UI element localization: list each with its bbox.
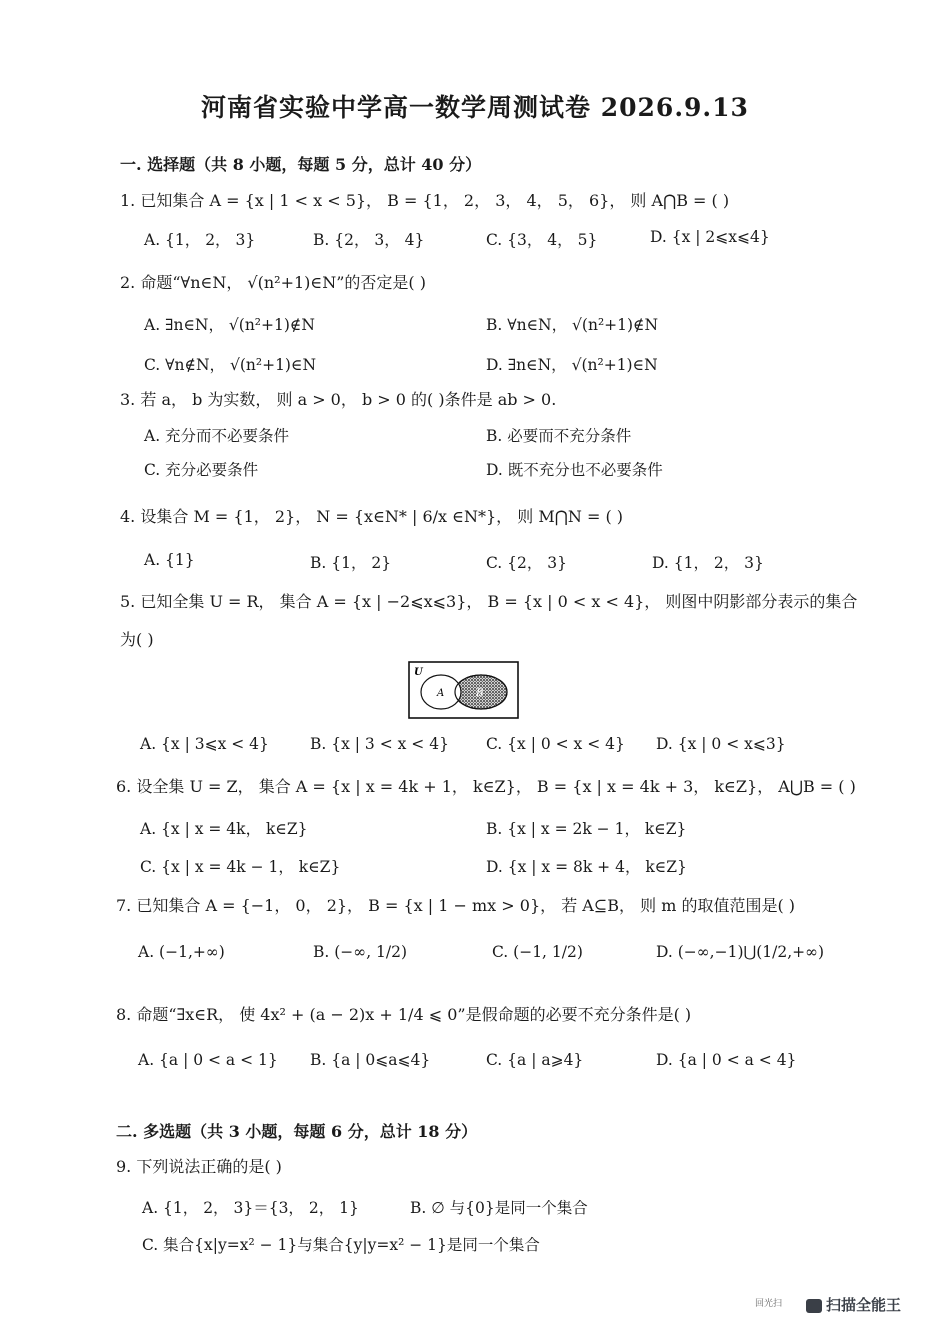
question-5-option-b: B. {x | 3 < x < 4} <box>310 735 449 753</box>
question-8-option-c: C. {a | a⩾4} <box>486 1051 584 1069</box>
question-1-option-b: B. {2， 3， 4} <box>313 231 425 249</box>
venn-label-a: A <box>437 688 445 699</box>
question-4-stem: 4. 设集合 M = {1， 2}， N = {x∈N* | 6/x ∈N*}， 则 M⋂N = ( ) <box>120 507 624 526</box>
exam-title: 河南省实验中学高一数学周测试卷 2026.9.13 <box>201 93 749 122</box>
question-5-option-a: A. {x | 3⩽x < 4} <box>140 735 269 753</box>
question-3-option-a: A. 充分而不必要条件 <box>144 427 290 445</box>
question-6-option-d: D. {x | x = 8k + 4， k∈Z} <box>486 858 687 876</box>
question-6-option-c: C. {x | x = 4k − 1， k∈Z} <box>140 858 341 876</box>
question-6-option-a: A. {x | x = 4k， k∈Z} <box>140 820 308 838</box>
question-9-option-a: A. {1， 2， 3}＝{3， 2， 1} <box>142 1199 359 1217</box>
question-3-option-b: B. 必要而不充分条件 <box>486 427 632 445</box>
venn-label-u: U <box>414 667 423 678</box>
question-1-stem: 1. 已知集合 A = {x | 1 < x < 5}， B = {1， 2， 3， 4， 5， 6}， 则 A⋂B = ( ) <box>120 191 730 210</box>
question-7-option-d: D. (−∞,−1)⋃(1/2,+∞) <box>656 943 825 961</box>
question-2-option-c: C. ∀n∉N， √(n²+1)∈N <box>144 356 317 374</box>
scanner-watermark-text: 回光扫 <box>755 1299 783 1309</box>
question-2-option-b: B. ∀n∈N， √(n²+1)∉N <box>486 316 659 334</box>
question-1-option-d: D. {x | 2⩽x⩽4} <box>650 228 770 246</box>
question-7-option-a: A. (−1,+∞) <box>138 943 225 961</box>
question-7-option-c: C. (−1, 1/2) <box>492 943 583 961</box>
question-1-option-a: A. {1， 2， 3} <box>144 231 256 249</box>
question-8-stem: 8. 命题“∃x∈R， 使 4x² + (a − 2)x + 1/4 ⩽ 0”是假命题的必要不充分条件是( ) <box>116 1005 692 1024</box>
question-3-option-c: C. 充分必要条件 <box>144 461 259 479</box>
question-3-option-d: D. 既不充分也不必要条件 <box>486 461 663 479</box>
venn-diagram <box>408 661 519 719</box>
question-4-option-a: A. {1} <box>144 551 195 569</box>
section-one-heading: 一. 选择题（共 8 小题，每题 5 分，总计 40 分） <box>120 155 482 174</box>
question-2-option-d: D. ∃n∈N， √(n²+1)∈N <box>486 356 658 374</box>
scanner-logo-text: 扫描全能王 <box>826 1296 902 1314</box>
question-1-option-c: C. {3， 4， 5} <box>486 231 598 249</box>
question-2-stem: 2. 命题“∀n∈N， √(n²+1)∈N”的否定是( ) <box>120 273 427 292</box>
question-5-option-c: C. {x | 0 < x < 4} <box>486 735 625 753</box>
question-5-option-d: D. {x | 0 < x⩽3} <box>656 735 786 753</box>
question-3-stem: 3. 若 a， b 为实数， 则 a > 0， b > 0 的( )条件是 ab > 0. <box>120 390 557 409</box>
question-5-stem-continued: 为( ) <box>120 630 154 649</box>
question-8-option-d: D. {a | 0 < a < 4} <box>656 1051 797 1069</box>
question-6-option-b: B. {x | x = 2k − 1， k∈Z} <box>486 820 687 838</box>
question-7-option-b: B. (−∞, 1/2) <box>313 943 408 961</box>
question-4-option-b: B. {1， 2} <box>310 554 392 572</box>
scanner-logo <box>806 1294 946 1316</box>
question-9-option-c: C. 集合{x|y=x² − 1}与集合{y|y=x² − 1}是同一个集合 <box>142 1236 540 1254</box>
question-6-stem: 6. 设全集 U = Z， 集合 A = {x | x = 4k + 1， k∈Z}， B = {x | x = 4k + 3， k∈Z}， A⋃B = ( ) <box>116 777 856 796</box>
question-9-stem: 9. 下列说法正确的是( ) <box>116 1157 282 1176</box>
question-8-option-a: A. {a | 0 < a < 1} <box>138 1051 278 1069</box>
scanner-logo-icon <box>806 1299 822 1313</box>
question-4-option-c: C. {2， 3} <box>486 554 568 572</box>
question-9-option-b: B. ∅ 与{0}是同一个集合 <box>410 1199 588 1217</box>
question-5-stem: 5. 已知全集 U = R， 集合 A = {x | −2⩽x⩽3}， B = {x | 0 < x < 4}， 则图中阴影部分表示的集合 <box>120 592 858 611</box>
venn-label-b: B <box>476 688 484 699</box>
question-7-stem: 7. 已知集合 A = {−1， 0， 2}， B = {x | 1 − mx > 0}， 若 A⊆B， 则 m 的取值范围是( ) <box>116 896 796 915</box>
question-8-option-b: B. {a | 0⩽a⩽4} <box>310 1051 431 1069</box>
question-4-option-d: D. {1， 2， 3} <box>652 554 764 572</box>
section-two-heading: 二. 多选题（共 3 小题，每题 6 分，总计 18 分） <box>116 1122 478 1141</box>
question-2-option-a: A. ∃n∈N， √(n²+1)∉N <box>144 316 315 334</box>
